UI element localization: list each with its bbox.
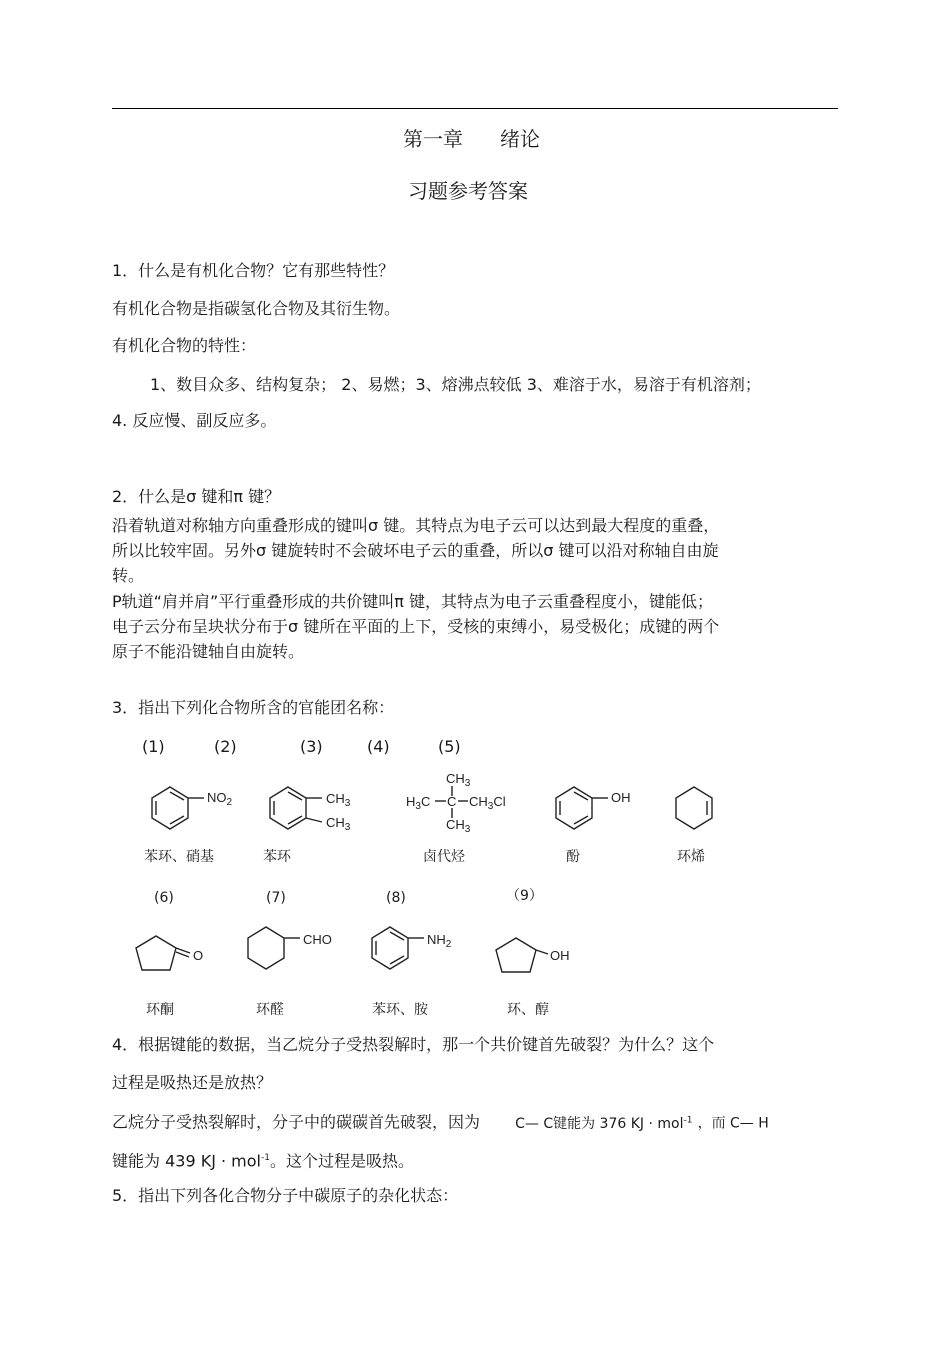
q2-sigma-line: 所以比较牢固。另外σ 键旋转时不会破坏电子云的重叠，所以σ 键可以沿对称轴自由旋: [112, 541, 719, 560]
q2-pi-line: 电子云分布呈块状分布于σ 键所在平面的上下，受核的束缚小，易受极化；成键的两个: [112, 617, 720, 636]
chapter-number: 第一章: [403, 127, 463, 151]
functional-group-label: 环酮: [146, 1002, 174, 1018]
functional-group-label: 环醛: [256, 1002, 284, 1018]
carbonyl-oxygen-label: O: [193, 948, 204, 963]
q1-question: 1．什么是有机化合物？它有那些特性？: [112, 261, 395, 280]
nitrobenzene-structure: [140, 780, 250, 840]
nitro-group-label: $NO_2$: [207, 790, 233, 808]
q1-definition: 有机化合物是指碳氢化合物及其衍生物。: [112, 299, 401, 318]
central-carbon-label: C: [447, 794, 457, 809]
q4-conclusion: 。这个过程是吸热。: [270, 1151, 415, 1171]
cyclohexene-structure: [664, 780, 724, 840]
q4-answer-line1: [112, 1110, 769, 1134]
chloromethyl-label: $CH_3Cl$: [469, 794, 506, 812]
q4-question-line2: 过程是吸热还是放热？: [112, 1073, 273, 1092]
aldehyde-label: CHO: [303, 932, 332, 947]
aniline-structure: [360, 920, 470, 980]
q4-question-line1: 4．根据键能的数据，当乙烷分子受热裂解时，那一个共价键首先破裂？为什么？这个: [112, 1035, 715, 1054]
hydroxyl-label: OH: [611, 790, 631, 805]
functional-group-label: 环、醇: [507, 1002, 549, 1018]
amino-label: $NH_2$: [427, 932, 452, 950]
q2-sigma-line: 转。: [112, 566, 145, 585]
methyl-label: $CH_3$: [326, 815, 351, 833]
q5-question: 5．指出下列各化合物分子中碳原子的杂化状态：: [112, 1186, 459, 1205]
q4-answer-line2: 键能为 439 KJ · mol$^{-1}$。这个过程是吸热。: [112, 1151, 415, 1171]
q1-props-line2: 4. 反应慢、副反应多。: [112, 411, 277, 430]
page-subtitle: 习题参考答案: [408, 179, 528, 203]
q4-answer-intro: 乙烷分子受热裂解时，分子中的碳碳首先破裂，因为: [112, 1112, 481, 1132]
structure-number: (1): [142, 737, 165, 756]
q1-props-line1: 1、数目众多、结构复杂； 2、易燃；3、熔沸点较低 3、难溶于水，易溶于有机溶剂；: [150, 375, 761, 394]
top-methyl-label: $CH_3$: [446, 771, 471, 789]
structure-number: (3): [300, 737, 323, 756]
functional-group-label: 环烯: [677, 849, 705, 865]
functional-group-label: 酚: [566, 849, 580, 865]
cyclohexanecarbaldehyde-structure: [236, 920, 346, 980]
q2-pi-line: P轨道“肩并肩”平行重叠形成的共价键叫π 键，其特点为电子云重叠程度小，键能低；: [112, 592, 713, 611]
xylene-structure: [258, 780, 368, 840]
structure-number: (6): [154, 890, 174, 906]
hydroxyl-label: OH: [550, 948, 570, 963]
phenol-structure: [544, 780, 644, 840]
structure-number: (5): [438, 737, 461, 756]
structure-number: （9）: [506, 888, 543, 904]
structure-number: (7): [266, 890, 286, 906]
q3-question: 3．指出下列化合物所含的官能团名称：: [112, 698, 395, 717]
cyclopentanol-structure: [492, 932, 592, 982]
q2-sigma-line: 沿着轨道对称轴方向重叠形成的键叫σ 键。其特点为电子云可以达到最大程度的重叠，: [112, 516, 720, 535]
q2-question: 2．什么是σ 键和π 键？: [112, 487, 281, 506]
chapter-title: 绪论: [500, 127, 540, 151]
structure-number: (4): [367, 737, 390, 756]
header-rule: [112, 108, 838, 109]
q4-cc-energy: C— C键能为 376 KJ · mol$^{-1}$: [515, 1115, 693, 1132]
haloalkane-structure: [400, 768, 530, 838]
functional-group-label: 苯环、胺: [372, 1002, 428, 1018]
left-methyl-label: $H_3C$: [406, 794, 431, 812]
bottom-methyl-label: $CH_3$: [446, 817, 471, 835]
functional-group-label: 卤代烃: [423, 849, 465, 865]
methyl-label: $CH_3$: [326, 791, 351, 809]
q4-ch-intro: ，而 C— H: [697, 1115, 769, 1132]
structure-number: (2): [214, 737, 237, 756]
structure-number: (8): [386, 890, 406, 906]
q4-ch-energy: 键能为 439 KJ · mol: [112, 1151, 262, 1171]
q2-pi-line: 原子不能沿键轴自由旋转。: [112, 642, 305, 661]
q1-props-label: 有机化合物的特性：: [112, 336, 257, 355]
functional-group-label: 苯环、硝基: [144, 849, 214, 865]
cyclopentanone-structure: [132, 930, 222, 980]
functional-group-label: 苯环: [263, 849, 291, 865]
